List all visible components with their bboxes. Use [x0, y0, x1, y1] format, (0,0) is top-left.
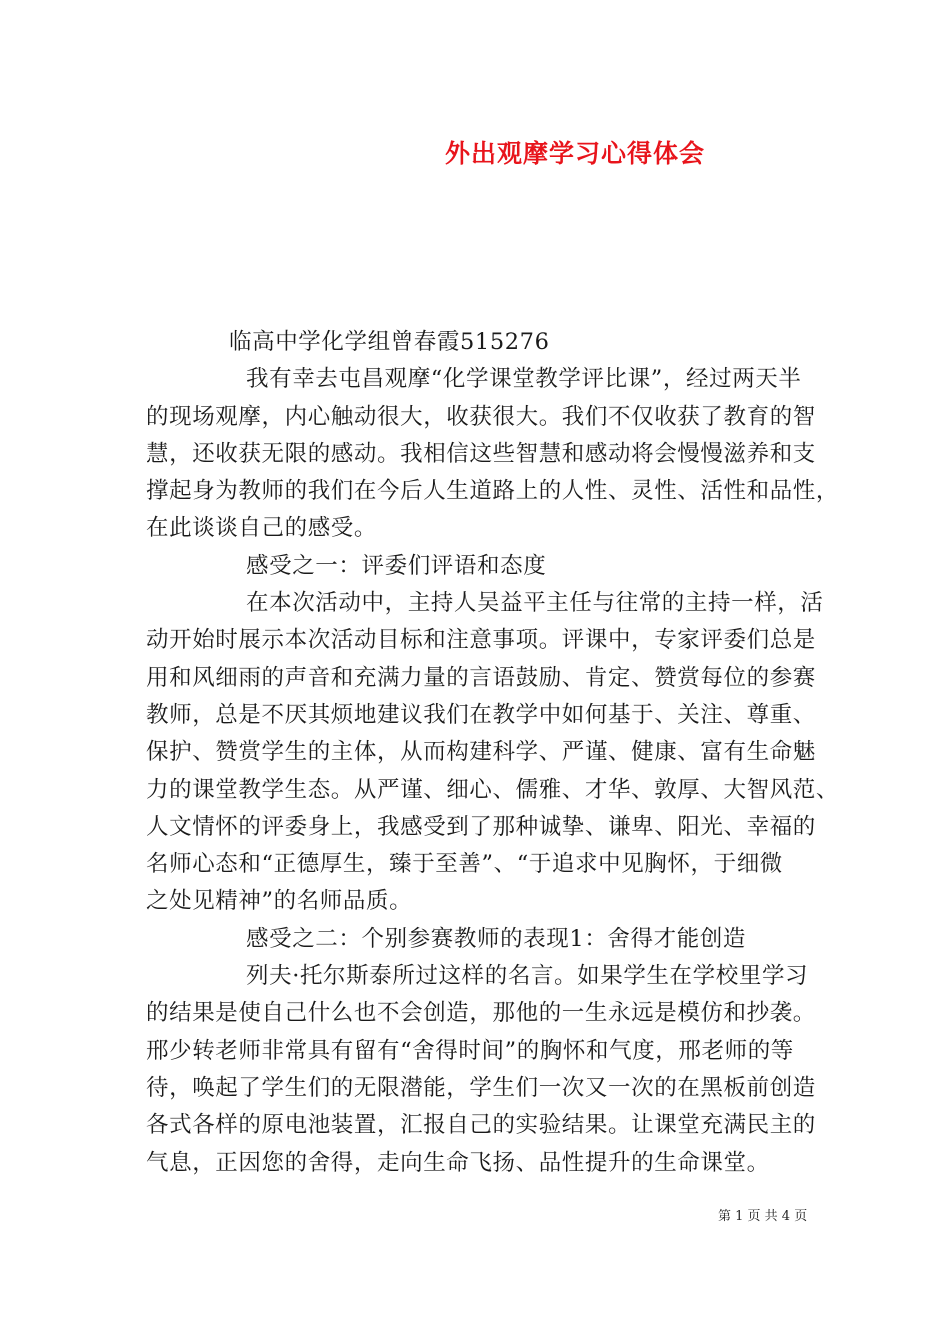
- paragraph-line: 在本次活动中，主持人吴益平主任与往常的主持一样，活: [246, 590, 824, 617]
- paragraph-line: 动开始时展示本次活动目标和注意事项。评课中，专家评委们总是: [146, 627, 816, 654]
- paragraph-line: 的现场观摩，内心触动很大，收获很大。我们不仅收获了教育的智: [146, 403, 816, 430]
- paragraph-line: 邢少转老师非常具有留有“舍得时间”的胸怀和气度，邢老师的等: [146, 1037, 794, 1064]
- paragraph-line: 在此谈谈自己的感受。: [146, 515, 378, 542]
- paragraph-line: 的结果是使自己什么也不会创造，那他的一生永远是模仿和抄袭。: [146, 1000, 816, 1027]
- paragraph-line: 用和风细雨的声音和充满力量的言语鼓励、肯定、赞赏每位的参赛: [146, 664, 816, 691]
- section-heading: 感受之二：个别参赛教师的表现1：舍得才能创造: [246, 925, 747, 952]
- section-heading: 感受之一：评委们评语和态度: [246, 552, 547, 579]
- paragraph-line: 保护、赞赏学生的主体，从而构建科学、严谨、健康、富有生命魅: [146, 739, 816, 766]
- paragraph-line: 名师心态和“正德厚生，臻于至善”、“于追求中见胸怀，于细微: [146, 851, 783, 878]
- author-line: 临高中学化学组曾春霞515276: [229, 329, 550, 355]
- paragraph-line: 我有幸去屯昌观摩“化学课堂教学评比课”，经过两天半: [246, 366, 802, 393]
- paragraph-line: 列夫·托尔斯泰所过这样的名言。如果学生在学校里学习: [246, 963, 809, 990]
- paragraph-line: 人文情怀的评委身上，我感受到了那种诚挚、谦卑、阳光、幸福的: [146, 813, 816, 840]
- paragraph-line: 撑起身为教师的我们在今后人生道路上的人性、灵性、活性和品性，: [146, 478, 840, 505]
- paragraph-line: 慧，还收获无限的感动。我相信这些智慧和感动将会慢慢滋养和支: [146, 440, 816, 467]
- paragraph-line: 各式各样的原电池装置，汇报自己的实验结果。让课堂充满民主的: [146, 1112, 816, 1139]
- paragraph-line: 气息，正因您的舍得，走向生命飞扬、品性提升的生命课堂。: [146, 1149, 770, 1176]
- page-number: 第 1 页 共 4 页: [718, 1209, 808, 1224]
- paragraph-line: 教师，总是不厌其烦地建议我们在教学中如何基于、关注、尊重、: [146, 701, 816, 728]
- document-body: [146, 324, 840, 1182]
- document-title: 外出观摩学习心得体会: [444, 139, 705, 168]
- paragraph-line: 之处见精神”的名师品质。: [146, 888, 413, 915]
- paragraph-line: 待，唤起了学生们的无限潜能，学生们一次又一次的在黑板前创造: [146, 1074, 816, 1101]
- paragraph-line: 力的课堂教学生态。从严谨、细心、儒雅、才华、敦厚、大智风范、: [146, 776, 840, 803]
